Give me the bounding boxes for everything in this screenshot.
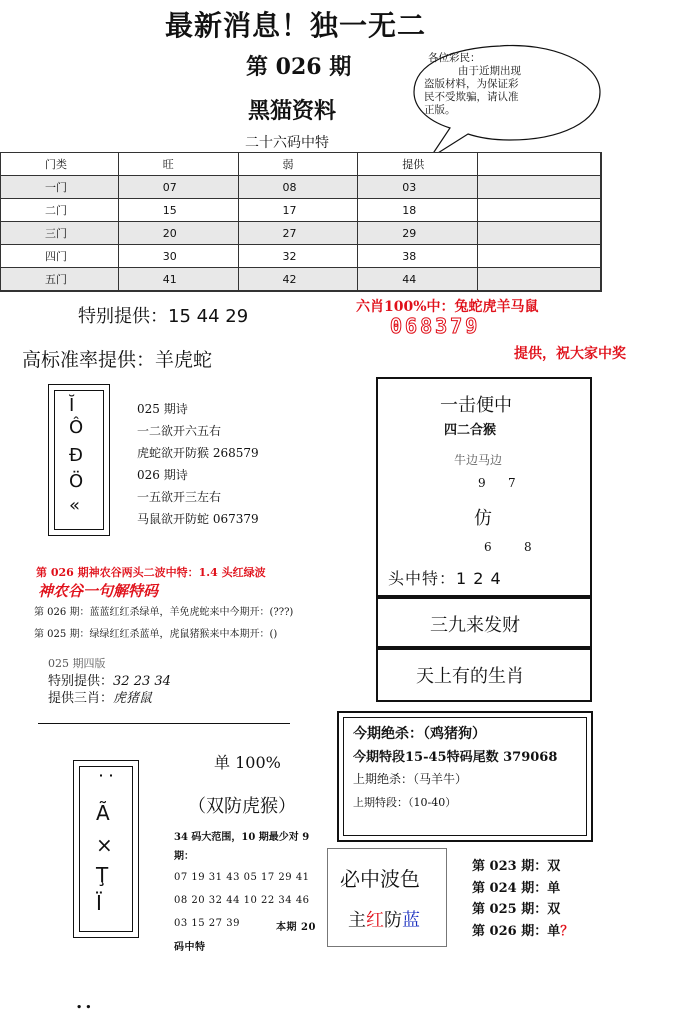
subheading: 二十六码中特 — [245, 135, 329, 151]
six-zodiac-wish: 提供，祝大家中奖 — [514, 346, 626, 362]
shennong-line: 第 026 期：蓝蓝红红杀绿单，羊免虎蛇来中今期开：(???) — [34, 607, 294, 618]
table-row — [1, 199, 602, 222]
table-cell: 一门 — [1, 176, 119, 199]
one-hit-number: 9 — [478, 476, 486, 490]
history-item — [472, 899, 573, 921]
table-cell: 三门 — [1, 222, 119, 245]
one-hit-number: 8 — [524, 540, 532, 554]
ornament-frame — [48, 384, 110, 536]
one-hit-box — [376, 377, 592, 597]
table-row — [1, 222, 602, 245]
lantern-glyph-icon: Ð — [69, 445, 83, 466]
must-color-line — [348, 906, 420, 932]
poem-line: 马鼠欲开防蛇 067379 — [137, 512, 259, 526]
table-cell — [478, 268, 601, 292]
table-cell: 30 — [118, 245, 238, 268]
lantern-glyph-icon: Ô — [69, 417, 84, 438]
table-cell: 29 — [358, 222, 478, 245]
west-three — [48, 687, 152, 706]
table-cell: 17 — [238, 199, 358, 222]
history-list — [472, 856, 573, 942]
nine-fortune-box — [376, 597, 592, 648]
category-title: 黑猫资料 — [248, 98, 337, 124]
table-cell: 四门 — [1, 245, 119, 268]
one-hit-tail: 头中特：1 2 4 — [388, 569, 502, 588]
lantern-glyph-icon: ˙˙ — [96, 771, 116, 795]
lantern-glyph-icon: Ţ — [96, 863, 109, 887]
red-label: 红 — [366, 910, 384, 931]
must-color-box — [327, 848, 447, 947]
poem-line: 虎蛇欲开防猴 268579 — [137, 446, 259, 460]
high-accuracy: 高标准率提供：羊虎蛇 — [22, 349, 213, 371]
bubble-line: 盗版材料，为保证彩 — [424, 78, 519, 90]
bubble-line: 民不受欺骗，请认准 — [424, 91, 519, 103]
history-label: 第 024 期： — [472, 880, 548, 896]
kill-line: 今期绝杀：（鸡猪狗） — [353, 726, 486, 742]
kill-line: 今期特段15-45特码尾数 379068 — [353, 750, 558, 765]
table-cell: 44 — [358, 268, 478, 292]
bubble-line: 由于近期出现 — [458, 65, 521, 77]
kill-line: 上期特段：（10-40） — [353, 796, 457, 809]
lantern-glyph-icon: Ĭ — [69, 395, 75, 416]
table-cell: 03 — [358, 176, 478, 199]
poem-line: 一二欲开六五右 — [137, 424, 222, 438]
table-cell: 27 — [238, 222, 358, 245]
table-cell — [478, 176, 601, 199]
bubble-text — [424, 52, 574, 117]
shennong-line: 第 025 期：绿绿红红杀蓝单，虎鼠猪猴来中本期开：() — [34, 629, 278, 640]
bubble-line: 各位彩民： — [428, 52, 481, 64]
issue-number: 第 026 期 — [246, 54, 352, 80]
west-three-value: 虎猪鼠 — [113, 691, 153, 706]
six-zodiac-numbers: 068379 — [390, 314, 481, 338]
table-cell: 38 — [358, 245, 478, 268]
history-value: 双 — [547, 859, 561, 874]
six-zodiac-label: 六肖100%中：兔蛇虎羊马鼠 — [356, 299, 539, 315]
table-row — [1, 245, 602, 268]
history-item — [472, 856, 573, 878]
guard-zodiac: （双防虎猴） — [188, 796, 296, 817]
single-100: 单 100% — [214, 753, 281, 772]
bubble-line: 正版。 — [424, 104, 456, 116]
sky-zodiac-box — [376, 648, 592, 702]
nine-fortune-text: 三九来发财 — [430, 615, 520, 636]
table-cell: 20 — [118, 222, 238, 245]
footer-dots: .. — [76, 992, 95, 1013]
table-cell: 二门 — [1, 199, 119, 222]
table-cell — [478, 245, 601, 268]
lantern-glyph-icon: Ï — [96, 891, 102, 915]
history-label: 第 026 期： — [472, 923, 548, 939]
cross-glyph-icon: × — [96, 833, 113, 857]
shennong-subtitle: 神农谷一句解特码 — [38, 582, 159, 600]
one-hit-mid: 仿 — [474, 508, 492, 529]
number-row: 07 19 31 43 05 17 29 41 — [174, 872, 310, 883]
west-special-label: 特别提供： — [48, 674, 114, 689]
lantern-glyph-icon: Ã — [96, 801, 110, 825]
history-label: 第 023 期： — [472, 859, 548, 874]
main-label: 主 — [348, 910, 366, 931]
table-header — [478, 153, 601, 176]
one-hit-line: 牛边马边 — [454, 453, 503, 467]
number-row: 08 20 32 44 10 22 34 46 — [174, 895, 310, 906]
this-issue: 本期 20 — [276, 922, 316, 933]
table-cell: 07 — [118, 176, 238, 199]
poem-line: 026 期诗 — [137, 468, 188, 482]
west-special-value: 32 23 34 — [113, 674, 171, 689]
history-label: 第 025 期： — [472, 902, 548, 917]
door-table — [0, 152, 602, 292]
special-offer: 特别提供：15 44 29 — [78, 306, 249, 327]
table-cell: 15 — [118, 199, 238, 222]
shennong-title: 第 026 期神农谷两头二波中特：1.4 头红绿波 — [36, 566, 266, 579]
poem-block — [137, 398, 259, 530]
history-value: 双 — [547, 902, 561, 917]
table-header: 弱 — [238, 153, 358, 176]
divider — [38, 723, 290, 724]
table-cell — [478, 199, 601, 222]
poem-line: 一五欲开三左右 — [137, 490, 222, 504]
one-hit-title: 一击便中 — [440, 395, 512, 416]
table-row — [1, 268, 602, 292]
history-item — [472, 921, 573, 943]
table-cell: 08 — [238, 176, 358, 199]
table-header-row — [1, 153, 602, 176]
table-header: 旺 — [118, 153, 238, 176]
kill-box — [337, 711, 593, 842]
headline: 最新消息！独一无二 — [165, 9, 427, 42]
guard-label: 防 — [384, 910, 402, 931]
table-header: 提供 — [358, 153, 478, 176]
table-cell: 42 — [238, 268, 358, 292]
table-cell: 32 — [238, 245, 358, 268]
table-cell: 五门 — [1, 268, 119, 292]
history-mark: ？ — [560, 923, 574, 939]
west-heading: 025 期四版 — [48, 657, 106, 670]
one-hit-number: 6 — [484, 540, 492, 554]
table-header: 门类 — [1, 153, 119, 176]
west-three-label: 提供三肖： — [48, 691, 114, 706]
history-value: 单 — [547, 880, 561, 896]
ornament-frame — [73, 760, 139, 938]
must-color-title: 必中波色 — [340, 867, 420, 891]
one-hit-line: 四二合猴 — [444, 423, 497, 438]
sky-zodiac-text: 天上有的生肖 — [416, 666, 524, 687]
one-hit-number: 7 — [508, 476, 516, 490]
table-row — [1, 176, 602, 199]
blue-label: 蓝 — [402, 910, 420, 931]
lantern-glyph-icon: « — [69, 495, 81, 516]
kill-line: 上期绝杀：（马羊牛） — [353, 772, 468, 786]
table-cell: 18 — [358, 199, 478, 222]
number-row: 03 15 27 39 — [174, 918, 240, 929]
hit-special: 码中特 — [174, 942, 206, 953]
lantern-glyph-icon: Ö — [69, 471, 84, 492]
table-cell: 41 — [118, 268, 238, 292]
poem-line: 025 期诗 — [137, 402, 188, 416]
range-note: 34 码大范围，10 期最少对 9 期： — [174, 832, 310, 862]
history-item — [472, 878, 573, 900]
history-value: 单 — [547, 923, 561, 939]
table-cell — [478, 222, 601, 245]
